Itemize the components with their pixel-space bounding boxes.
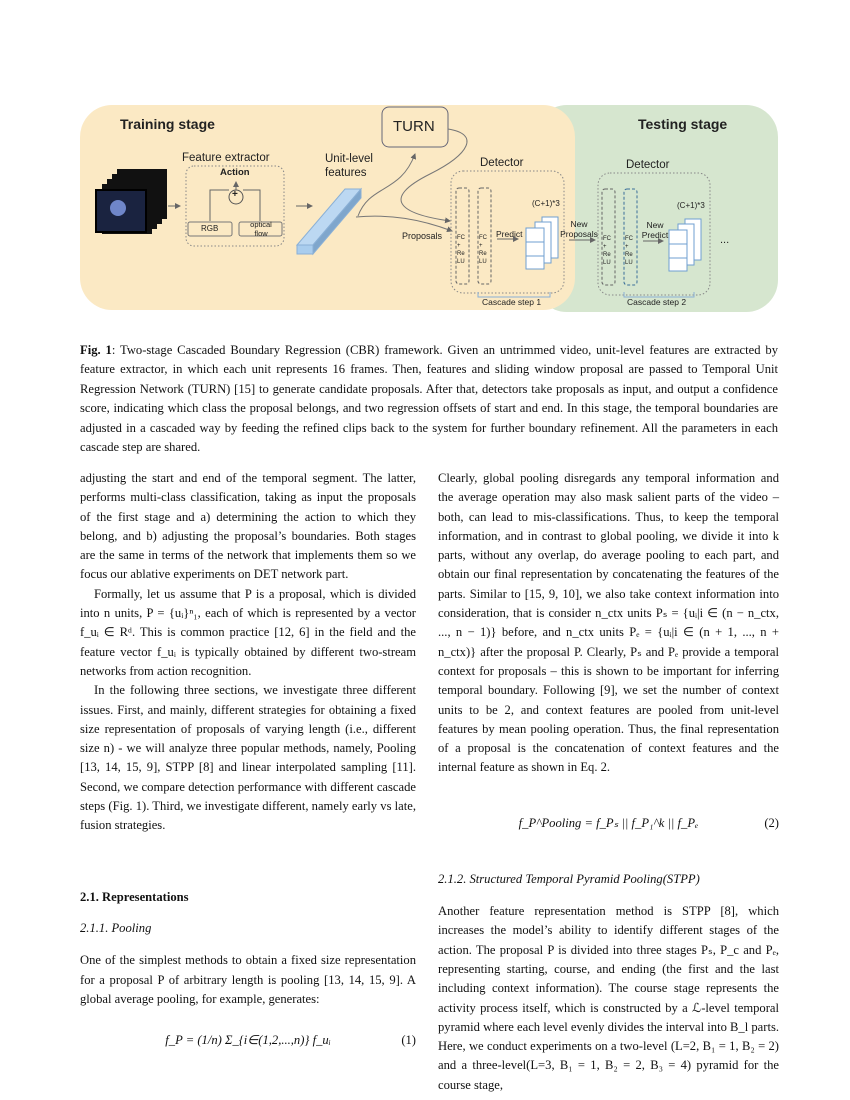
proposals-label: Proposals bbox=[402, 231, 443, 241]
subsection-heading-2-1-2: 2.1.2. Structured Temporal Pyramid Pooling(STPP) bbox=[438, 871, 700, 886]
fc-relu-layer: FC + Re LU bbox=[625, 236, 633, 266]
equation-body: f_P^Pooling = f_Pₛ || f_P₁^k || f_Pₑ bbox=[518, 815, 699, 830]
equation-2 bbox=[438, 798, 779, 848]
feature-extractor-label: Feature extractor bbox=[182, 152, 270, 164]
cascade-step-2-label: Cascade step 2 bbox=[627, 297, 687, 307]
cascade-step-1-label: Cascade step 1 bbox=[482, 297, 542, 307]
fc-relu-layer: FC + Re LU bbox=[603, 236, 611, 266]
equation-1 bbox=[80, 1015, 416, 1065]
caption-label: Fig. 1 bbox=[80, 343, 112, 357]
predict-label: Predict bbox=[496, 229, 523, 239]
paragraph: Formally, let us assume that P is a proposal, which is divided into n units, P = {uᵢ}ⁿ₁, each of which is represented by a vector f_uᵢ ∈ Rᵈ. This is common practice [12, 6] in the field and the feature vector f_uᵢ is typically obtained by different two-stream networks from action recognition. bbox=[80, 586, 416, 678]
figure-cbr-framework bbox=[80, 104, 778, 314]
testing-stage-label: Testing stage bbox=[638, 116, 728, 132]
detector-2-label: Detector bbox=[626, 159, 670, 171]
rgb-label: RGB bbox=[201, 224, 219, 233]
turn-box: TURN bbox=[393, 118, 435, 135]
left-column bbox=[80, 469, 416, 1065]
detector-1-label: Detector bbox=[480, 157, 524, 169]
paragraph: Clearly, global pooling disregards any temporal information and the average operation may also mask salient parts of the video – both, can lead to mis-classifications. Thus, to keep the temporal information, and in contrast to global pooling, we divide it into k parts, without any overlap, do average pooling to each part, and obtain our final representation by concatenating the features of the parts. Similar to [15, 9, 10], we also take context information into consideration, that is consider n_ctx units Pₛ = {uᵢ|i ∈ (n − n_ctx, ..., n − 1)} before, and n_ctx units Pₑ = {uᵢ|i ∈ (n + 1, ..., n + n_ctx)} after the proposal P. Clearly, Pₛ and Pₑ provide a temporal context for proposals – this is shown to be important for inferring temporal boundary. Following [9], we set the number of context units to be 2, and context features are pooled from unit-level features by mean pooling operation. Thus, the final representation of a proposal is the concatenation of context features and the internal feature as shown in Eq. 2. bbox=[438, 471, 779, 775]
fc-relu-layer: FC + Re LU bbox=[479, 235, 487, 265]
new-predict-label: New Predict bbox=[641, 220, 669, 240]
action-label: Action bbox=[220, 167, 250, 178]
optical-flow-label: optical flow bbox=[250, 220, 272, 238]
paragraph: adjusting the start and end of the temporal segment. The latter, performs multi-class classification, taking as input the proposals of the first stage and a) determining the action to which they belong, and b) adjusting the proposal’s boundaries. Both stages are the same in terms of the network that implements them so we focus our ablative experiments on DET network part. bbox=[80, 471, 416, 582]
equation-number: (1) bbox=[401, 1033, 416, 1048]
section-heading-2-1: 2.1. Representations bbox=[80, 889, 189, 904]
fc-relu-layer: FC + Re LU bbox=[457, 235, 465, 265]
figure-caption bbox=[80, 341, 778, 457]
new-proposals-label: New Proposals bbox=[560, 219, 598, 239]
right-column bbox=[438, 469, 779, 1095]
equation-body: f_P = (1/n) Σ_{i∈(1,2,...,n)} f_uᵢ bbox=[165, 1033, 331, 1048]
caption-text: : Two-stage Cascaded Boundary Regression (CBR) framework. Given an untrimmed video, unit-level features are extracted by feature extractor, in which each unit represents 16 frames. Then, features and sliding window proposal are passed to Temporal Unit Regression Network (TURN) [15] to generate candidate proposals. After that, detectors take proposals as input, and output a confidence score, indicating which class the proposal belongs, and two regression offsets of start and end. In this stage, the temporal boundaries are adjusted in a cascaded way by feeding the refined clips back to the system for further boundary refinement. All the parameters in each cascade step are shared. bbox=[80, 343, 778, 455]
unit-level-features-label: Unit-level features bbox=[325, 153, 373, 179]
paragraph: In the following three sections, we investigate three different issues. First, and mainly, different strategies for obtaining a fixed size representation of proposals of varying length (i.e., different size n) - we will analyze three popular methods, namely, Pooling [13, 14, 15, 9], STPP [8] and linear interpolated sampling [11]. Second, we compare detection performance with different cascade steps (Fig. 1). Third, we investigate different, namely early vs late, fusion strategies. bbox=[80, 683, 416, 833]
subsection-heading-2-1-1: 2.1.1. Pooling bbox=[80, 920, 152, 935]
output-dim-1: (C+1)*3 bbox=[532, 199, 560, 208]
training-stage-label: Training stage bbox=[120, 116, 215, 132]
sum-icon: + bbox=[232, 189, 238, 200]
figure-diagram bbox=[80, 104, 778, 314]
paragraph: One of the simplest methods to obtain a fixed size representation for a proposal P of arbitrary length is pooling [13, 14, 15, 9]. A global average pooling, for example, generates: bbox=[80, 953, 416, 1006]
paragraph: Another feature representation method is STPP [8], which increases the model’s ability to identify different stages of the action. The proposal P is divided into three stages Pₛ, P_c and Pₑ, representing starting, course, and ending (the first and the last including context information). The course stage represents the activity process itself, which is constructed by a ℒ-level temporal pyramid where each level evenly divides the interval into B_l parts. Here, we conduct experiments on a two-level (L=2, B₁ = 1, B₂ = 2) and a three-level(L=3, B₁ = 1, B₂ = 2, B₃ = 4) pyramid for the course stage, bbox=[438, 904, 779, 1092]
ellipsis: ... bbox=[720, 234, 730, 246]
equation-number: (2) bbox=[764, 815, 779, 830]
output-dim-2: (C+1)*3 bbox=[677, 201, 705, 210]
